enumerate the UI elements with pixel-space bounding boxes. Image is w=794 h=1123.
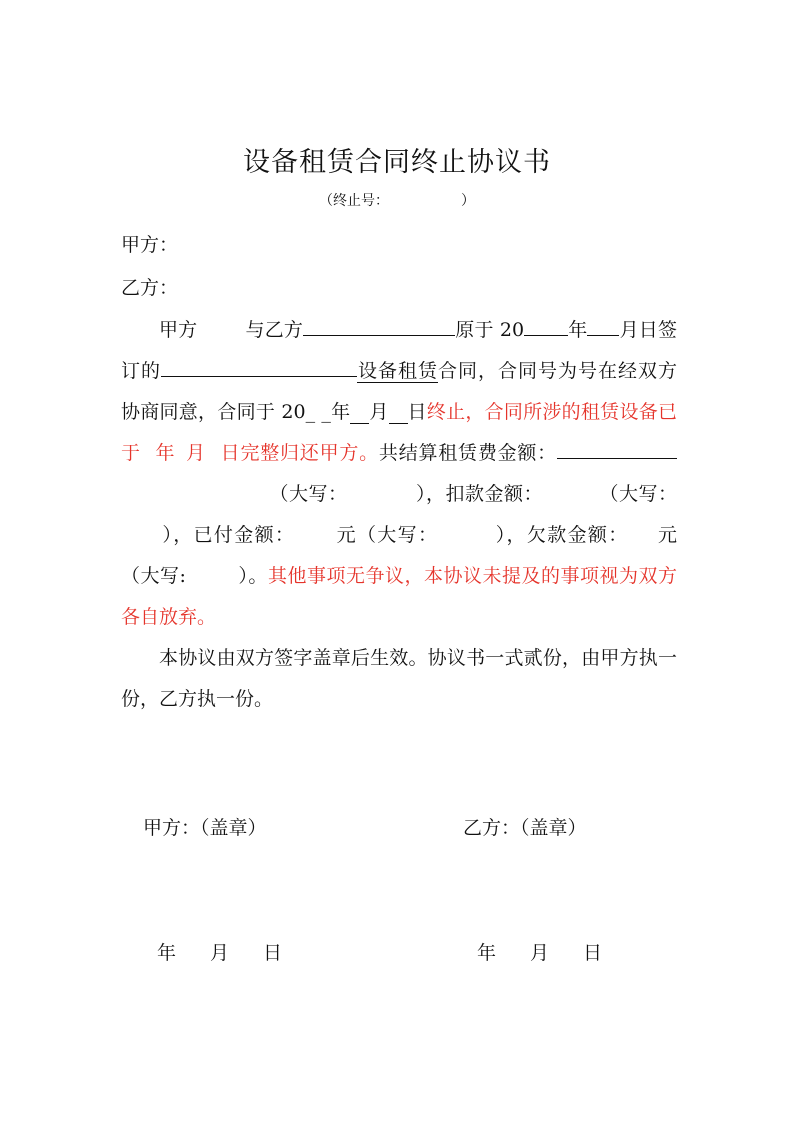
party-a-date-year: 年: [157, 942, 177, 964]
termination-number-label: （终止号：: [319, 193, 389, 209]
text-rent-settled: 共结算租赁费金额：: [378, 442, 557, 464]
party-b-name-blank: [303, 313, 455, 336]
party-a-date-day: 日: [263, 942, 283, 964]
text-terminated-on: 号在经双方协商同意，合同于 20: [121, 360, 677, 423]
text-deduction-in-words: （大写：: [598, 483, 677, 505]
text-owed-in-words: 元（大写:: [121, 524, 677, 587]
party-b-date: [477, 938, 602, 965]
sign-month-blank: [587, 313, 619, 336]
party-a-date-month: 月: [210, 942, 230, 964]
contract-name-blank: [161, 354, 357, 377]
text-return-month: 月: [185, 442, 206, 464]
termination-day-blank: [389, 401, 408, 424]
rent-amount-blank: [557, 436, 677, 459]
termination-number-line: [0, 190, 794, 210]
text-owed: ），欠款金额：: [494, 524, 629, 546]
party-b-seal: 乙方：（盖章）: [463, 817, 587, 839]
party-a-seal: 甲方：（盖章）: [143, 817, 267, 839]
text-month-2: 月: [369, 401, 389, 423]
text-year: 年: [568, 319, 588, 341]
text-paid-in-words: 元（大写：: [335, 524, 439, 546]
agreement-paragraph-1: [121, 310, 677, 638]
text-close: ）。: [237, 565, 268, 587]
text-paid: ），已付金额：: [161, 524, 296, 546]
party-b-label: 乙方：: [121, 277, 179, 299]
text-return-year: 年: [154, 442, 176, 464]
document-title: 设备租赁合同终止协议书: [243, 147, 551, 178]
termination-year-blank: _ _: [305, 401, 331, 423]
text-equipment-lease: 设备租赁: [357, 360, 438, 382]
party-b-date-month: 月: [530, 942, 550, 964]
text-rent-in-words: （大写：: [269, 483, 348, 505]
agreement-paragraph-2: 本协议由双方签字盖章后生效。协议书一式贰份，由甲方执一份，乙方执一份。: [121, 647, 677, 710]
agreement-body: [121, 310, 677, 720]
party-a-date: [157, 938, 282, 965]
text-month: 月: [619, 319, 639, 341]
text-with-party-b: 与乙方: [245, 319, 304, 341]
text-deduction: ），扣款金额：: [415, 483, 543, 505]
text-contract-number: 合同，合同号为: [437, 360, 578, 382]
termination-month-blank: [350, 401, 369, 424]
text-originally-on: 原于 20: [455, 319, 525, 341]
text-day-2: 日: [407, 401, 427, 423]
text-party-a: 甲方: [159, 319, 198, 341]
text-other-matters: 其他事项无争议，本协议未提及的事项视为双方各自放弃。: [121, 565, 677, 628]
text-equipment-returned: 终止，合同所涉的租赁设备已于: [121, 401, 677, 464]
party-b-date-day: 日: [583, 942, 603, 964]
text-year-2: 年: [330, 401, 351, 423]
party-a-label: 甲方：: [121, 234, 179, 256]
text-day-signed: 日签订的: [121, 319, 677, 382]
sign-year-blank: [524, 313, 568, 336]
text-return-day: 日完整归还甲方。: [219, 442, 379, 464]
termination-number-close: ）: [461, 193, 475, 209]
party-b-date-year: 年: [477, 942, 497, 964]
